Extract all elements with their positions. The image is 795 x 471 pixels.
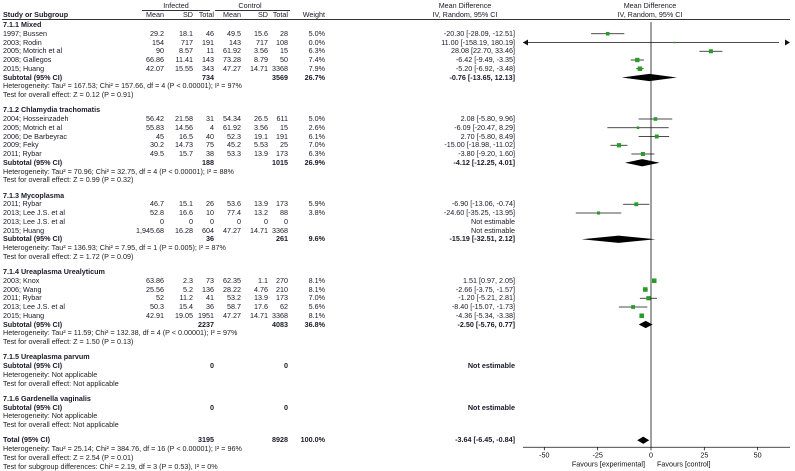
study-name: 2013; Lee J.S. et al [3,216,65,226]
cell-cn: 173 [276,199,288,209]
cell-isd: 2.3 [183,275,193,285]
study-point [635,58,639,62]
cell-w: 7.0% [308,140,325,150]
cell-cn: 0 [284,361,288,370]
overall-effect-text: Test for overall effect: Z = 1.72 (P = 0.09) [3,251,134,261]
cell-ci: -15.00 [-18.98, -11.02] [444,140,515,150]
heterogeneity-text: Heterogeneity: Not applicable [3,411,98,421]
cell-cm: 47.27 [223,63,241,73]
subgroup-title: 7.1.6 Gardenella vaginalis [3,393,91,403]
cell-in: 0 [210,402,214,412]
cell-cm: 73.28 [223,55,241,64]
cell-w: 8.1% [308,310,325,320]
cell-cm: 53.2 [227,293,241,303]
infected-mean-header: Mean [146,10,164,19]
overall-effect-text: Test for overall effect: Not applicable [3,420,119,429]
cell-isd: 19.05 [175,310,193,320]
cell-ci: 2.08 [-5.80, 9.96] [460,114,515,123]
subtotal-label: Subtotal (95% CI) [3,157,63,167]
total-heterogeneity-text: Heterogeneity: Tau² = 25.14; Chi² = 384.76, df = 16 (P < 0.00001); I² = 96% [3,444,242,453]
cell-isd: 14.73 [175,140,193,150]
cell-isd: 11.41 [175,55,193,64]
study-point [654,117,658,121]
cell-csd: 17.6 [254,302,268,311]
study-point [643,287,648,292]
infected-total-header: Total [198,10,214,19]
control-group-header: Control [238,1,262,10]
cell-isd: 5.2 [183,284,193,294]
cell-in: 343 [202,63,214,73]
cell-w: 5.0% [308,114,325,123]
subgroup-title: 7.1.5 Ureaplasma parvum [3,352,90,362]
study-point [709,49,713,53]
cell-im: 30.2 [150,140,164,150]
cell-cn: 4083 [272,319,288,329]
cell-cn: 3368 [272,63,288,73]
study-point [652,278,657,283]
cell-ci: -20.30 [-28.09, -12.51] [443,28,515,38]
cell-in: 11 [206,46,214,56]
total-overall-effect-text: Test for overall effect: Z = 2.54 (P = 0.01) [3,452,134,462]
cell-csd: 14.71 [250,310,268,320]
cell-cm: 45.2 [227,140,241,150]
favours-right-label: Favours [control] [657,459,711,469]
cell-isd: 21.58 [175,114,193,123]
cell-cm: 53.3 [227,149,241,158]
study-point [631,305,635,309]
cell-csd: 5.53 [254,140,268,150]
cell-isd: 11.2 [179,293,193,303]
cell-cn: 88 [280,208,288,217]
cell-isd: 18.1 [179,28,193,38]
cell-cm: 143 [229,37,241,47]
heterogeneity-text: Heterogeneity: Tau² = 167.53; Chi² = 157.66, df = 4 (P < 0.00001); I² = 97% [3,81,242,91]
overall-effect-text: Test for overall effect: Not applicable [3,378,119,388]
cell-cn: 28 [280,28,288,38]
cell-ci: 28.08 [22.70, 33.46] [451,46,515,56]
subtotal-label: Subtotal (95% CI) [3,361,63,370]
cell-in: 136 [202,284,214,294]
cell-in: 0 [210,361,214,370]
overall-effect-text: Test for overall effect: Z = 0.99 (P = 0.32) [3,175,134,185]
study-name: 2009; Feky [3,140,39,150]
cell-isd: 16.5 [179,131,193,141]
overall-effect-text: Test for overall effect: Z = 0.12 (P = 0.91) [3,90,134,99]
study-point [638,67,642,71]
cell-w: 36.8% [304,319,325,329]
cell-ci: -4.12 [-12.25, 4.01] [453,157,515,167]
cell-cm: 0 [237,216,241,226]
cell-in: 75 [206,140,214,150]
cell-isd: 8.57 [179,46,193,56]
weight-header: Weight [302,10,325,19]
study-name: 2011; Rybar [3,199,42,209]
cell-csd: 4.76 [254,284,268,294]
cell-csd: 19.1 [254,131,268,141]
cell-ci: Not estimable [467,402,515,412]
cell-im: 42.07 [146,63,164,73]
heterogeneity-text: Heterogeneity: Not applicable [3,369,98,379]
study-name: 2011; Rybar [3,293,42,303]
cell-cn: 261 [276,234,288,244]
cell-cn: 3569 [272,72,288,82]
study-point [606,32,610,36]
cell-csd: 717 [256,37,268,47]
cell-in: 41 [206,293,214,303]
cell-isd: 15.1 [179,199,193,209]
cell-cn: 210 [276,284,288,294]
study-point [617,143,621,147]
study-point [637,126,640,129]
cell-csd: 15.6 [254,28,268,38]
cell-cn: 191 [276,131,288,141]
cell-csd: 14.71 [250,225,268,235]
infected-group-header: Infected [163,1,189,10]
cell-in: 38 [206,149,214,158]
cell-ci: -3.80 [-9.20, 1.60] [458,149,515,158]
x-tick-label: 0 [649,450,653,460]
cell-in: 26 [206,199,214,209]
cell-im: 52 [156,293,164,303]
cell-ci: 11.00 [-158.19, 180.19] [441,37,515,47]
cell-im: 52.8 [150,208,164,217]
cell-in: 4 [210,122,214,132]
cell-csd: 8.79 [254,55,268,64]
cell-im: 42.91 [146,310,164,320]
subtotal-diamond [582,236,656,243]
x-tick-label: -50 [539,450,550,460]
cell-isd: 15.7 [179,149,193,158]
cell-w: 6.1% [308,131,325,141]
heterogeneity-text: Heterogeneity: Tau² = 70.96; Chi² = 32.75, df = 4 (P < 0.00001); I² = 88% [3,166,234,176]
study-name: 1997; Bussen [3,28,47,38]
cell-isd: 16.28 [175,225,193,235]
subgroup-title: 7.1.2 Chlamydia trachomatis [3,105,101,115]
cell-csd: 0 [264,216,268,226]
study-name: 2015; Huang [3,63,45,73]
cell-cm: 53.6 [227,199,241,209]
control-sd-header: SD [258,10,268,19]
cell-ci: -6.90 [-13.06, -0.74] [451,199,515,209]
cell-in: 734 [202,72,214,82]
cell-ci: -4.36 [-5.34, -3.38] [455,310,515,320]
cell-in: 2237 [198,319,214,329]
cell-cn: 173 [276,293,288,303]
cell-ci: -8.40 [-15.07, -1.73] [451,302,515,311]
cell-w: 5.6% [308,302,325,311]
cell-ci: -1.20 [-5.21, 2.81] [458,293,515,303]
cell-isd: 717 [181,37,193,47]
cell-in: 3195 [198,435,214,445]
cell-im: 0 [160,216,164,226]
cell-in: 36 [206,302,214,311]
cell-im: 29.2 [150,28,164,38]
cell-w: 3.8% [308,208,325,217]
study-name: 2006; Wang [3,284,42,294]
cell-w: 6.3% [308,149,325,158]
infected-sd-header: SD [183,10,193,19]
cell-im: 154 [152,37,164,47]
study-point [634,202,638,206]
cell-isd: 16.6 [179,208,193,217]
cell-im: 63.86 [146,275,164,285]
cell-isd: 15.55 [175,63,193,73]
study-name: 2011; Rybar [3,149,42,158]
cell-w: 8.1% [308,275,325,285]
cell-in: 10 [206,208,214,217]
cell-isd: 0 [189,216,193,226]
cell-cn: 173 [276,149,288,158]
x-tick-label: 50 [753,450,762,460]
cell-csd: 13.9 [254,149,268,158]
study-point [655,135,659,139]
cell-cn: 15 [280,122,288,132]
cell-in: 143 [202,55,214,64]
study-name: 2003; Rodin [3,37,42,47]
study-name: 2006; De Barbeyrac [3,131,67,141]
cell-im: 55.83 [146,122,164,132]
cell-ci: -6.42 [-9.49, -3.35] [455,55,515,64]
md-header-title: Mean Difference [438,1,492,10]
cell-w: 6.3% [308,46,325,56]
cell-ci: -3.64 [-6.45, -0.84] [455,435,515,445]
study-name: 2015; Huang [3,225,45,235]
cell-csd: 1.1 [258,275,268,285]
subtotal-label: Subtotal (95% CI) [3,319,63,329]
plot-header-title: Mean Difference [623,1,677,10]
subtotal-diamond [639,321,653,328]
cell-csd: 13.9 [254,293,268,303]
cell-cn: 1015 [272,157,288,167]
study-name: 2003; Knox [3,275,40,285]
cell-csd: 26.5 [254,114,268,123]
cell-ci: 1.51 [0.97, 2.05] [463,275,515,285]
subgroup-title: 7.1.3 Mycoplasma [3,190,65,200]
cell-in: 36 [206,234,214,244]
study-name: 2008; Gallegos [3,55,52,64]
study-name: 2004; Hosseinzadeh [3,114,69,123]
cell-im: 25.56 [146,284,164,294]
favours-left-label: Favours [experimental] [571,459,645,469]
cell-im: 45 [156,131,164,141]
cell-w: 26.7% [304,72,325,82]
cell-ci: Not estimable [467,361,515,370]
cell-im: 56.42 [146,114,164,123]
subgroup-differences-text: Test for subgroup differences: Chi² = 2.19, df = 3 (P = 0.53), I² = 0% [3,461,218,471]
cell-in: 191 [202,37,214,47]
cell-cm: 28.22 [223,284,241,294]
study-point [674,42,676,44]
total-diamond [637,437,649,444]
control-total-header: Total [272,10,288,19]
cell-cm: 52.3 [227,131,241,141]
cell-ci: Not estimable [471,225,515,235]
cell-im: 66.86 [146,55,164,64]
study-point [641,152,645,156]
cell-cn: 611 [276,114,288,123]
cell-cn: 15 [280,46,288,56]
cell-w: 5.0% [308,28,325,38]
cell-cn: 25 [280,140,288,150]
subtotal-diamond [622,74,677,81]
cell-cn: 270 [276,275,288,285]
cell-in: 73 [206,275,214,285]
cell-im: 46.7 [150,199,164,209]
cell-cn: 0 [284,216,288,226]
cell-cm: 62.35 [223,275,241,285]
cell-im: 1,945.68 [136,225,164,235]
cell-cn: 108 [276,37,288,47]
cell-cm: 47.27 [223,225,241,235]
study-name: 2015; Huang [3,310,45,320]
cell-cm: 54.34 [223,114,241,123]
study-name: 2013; Lee J.S. et al [3,302,65,311]
cell-w: 7.4% [308,55,325,64]
cell-ci: -6.09 [-20.47, 8.29] [454,122,515,132]
cell-w: 26.9% [304,157,325,167]
cell-ci: -5.20 [-6.92, -3.48] [455,63,515,73]
heterogeneity-text: Heterogeneity: Tau² = 136.93; Chi² = 7.95, df = 1 (P = 0.005); I² = 87% [3,243,226,252]
cell-csd: 13.9 [254,199,268,209]
ci-arrow-right [785,40,790,46]
study-point [597,211,600,214]
cell-isd: 14.56 [175,122,193,132]
cell-w: 0.0% [308,37,325,47]
study-name: 2005; Motrich et al [3,122,63,132]
cell-ci: Not estimable [471,216,515,226]
cell-w: 100.0% [300,435,325,445]
cell-cn: 50 [280,55,288,64]
cell-cn: 62 [280,302,288,311]
md-header-method: IV, Random, 95% CI [432,10,498,19]
study-point [639,313,644,318]
cell-cn: 3368 [272,310,288,320]
cell-cm: 47.27 [223,310,241,320]
cell-in: 0 [210,216,214,226]
cell-in: 31 [206,114,214,123]
study-column-header: Study or Subgroup [3,10,69,19]
cell-in: 604 [202,225,214,235]
cell-ci: -2.50 [-5.76, 0.77] [457,319,515,329]
cell-w: 7.0% [308,293,325,303]
cell-cm: 49.5 [227,28,241,38]
ci-arrow-left [523,40,528,46]
subgroup-title: 7.1.1 Mixed [3,20,42,29]
x-tick-label: -25 [592,450,603,460]
study-name: 2005; Motrich et al [3,46,63,56]
cell-ci: 2.70 [-5.80, 8.49] [460,131,515,141]
x-tick-label: 25 [700,450,709,460]
cell-cm: 77.4 [227,208,241,217]
cell-ci: -2.66 [-3.75, -1.57] [455,284,515,294]
cell-im: 90 [156,46,164,56]
cell-w: 7.9% [308,63,325,73]
cell-cm: 61.92 [223,46,241,56]
subgroup-title: 7.1.4 Ureaplasma Urealyticum [3,267,105,276]
total-label: Total (95% CI) [3,435,50,445]
subtotal-label: Subtotal (95% CI) [3,402,63,412]
cell-cn: 0 [284,402,288,412]
heterogeneity-text: Heterogeneity: Tau² = 11.59; Chi² = 132.38, df = 4 (P < 0.00001); I² = 97% [3,328,238,338]
cell-cm: 58.7 [227,302,241,311]
header-rule [2,19,790,20]
cell-w: 9.6% [308,234,325,244]
cell-w: 2.6% [308,122,325,132]
cell-in: 46 [206,28,214,38]
plot-header-method: IV, Random, 95% CI [617,10,683,19]
cell-ci: -0.76 [-13.65, 12.13] [449,72,515,82]
cell-in: 1951 [198,310,214,320]
cell-ci: -15.19 [-32.51, 2.12] [449,234,515,244]
cell-csd: 3.56 [254,46,268,56]
subtotal-label: Subtotal (95% CI) [3,234,63,244]
cell-cn: 3368 [272,225,288,235]
cell-csd: 13.2 [254,208,268,217]
cell-csd: 3.56 [254,122,268,132]
cell-isd: 15.4 [179,302,193,311]
cell-ci: -24.60 [-35.25, -13.95] [443,208,515,217]
study-point [646,296,650,300]
study-name: 2013; Lee J.S. et al [3,208,65,217]
cell-cm: 61.92 [223,122,241,132]
cell-csd: 14.71 [250,63,268,73]
subtotal-diamond [625,159,660,166]
overall-effect-text: Test for overall effect: Z = 1.50 (P = 0.13) [3,337,134,346]
cell-w: 5.9% [308,199,325,209]
cell-im: 49.5 [150,149,164,158]
cell-w: 8.1% [308,284,325,294]
subtotal-label: Subtotal (95% CI) [3,72,63,82]
cell-im: 50.3 [150,302,164,311]
cell-in: 40 [206,131,214,141]
cell-cn: 8928 [272,435,288,445]
control-mean-header: Mean [223,10,241,19]
cell-in: 188 [202,157,214,167]
